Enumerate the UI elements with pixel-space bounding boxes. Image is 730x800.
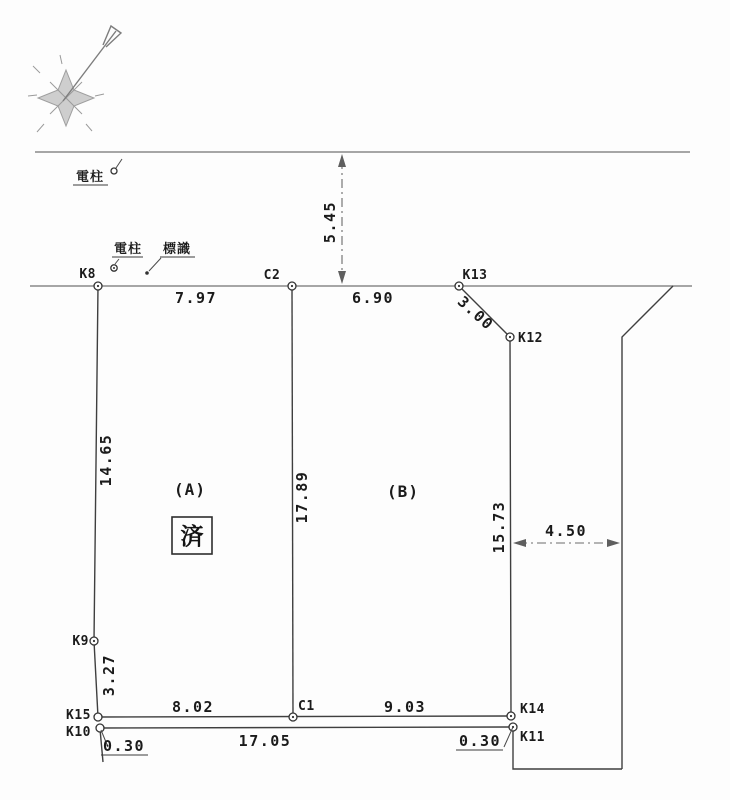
done-stamp: [172, 517, 212, 554]
point-label-k13: K13: [462, 268, 488, 283]
dimension-front-west: 7.97: [174, 289, 218, 307]
point-label-k14: K14: [520, 702, 545, 717]
dimension-road-width: [321, 154, 346, 284]
east-road-boundary-line: [622, 286, 673, 769]
dimension-label: 5.45: [321, 200, 339, 244]
north-arrow: [28, 26, 121, 132]
dimension-offset-west: [101, 730, 148, 755]
dimension-east: 15.73: [490, 500, 508, 554]
dimension-corner-k13-k12: 3.00: [453, 292, 498, 335]
compass-ray: [86, 124, 92, 131]
dimension-offset-east: [456, 727, 513, 750]
utility-pole-near-k8: [111, 241, 143, 271]
utility-pole-top: [73, 159, 122, 185]
dimension-south-total: 17.05: [238, 732, 292, 750]
point-marker-k15: [94, 713, 102, 721]
utility-pole-label: 電柱: [75, 170, 105, 185]
point-label-k15: K15: [66, 708, 91, 723]
arrow-right-icon: [607, 539, 620, 547]
stamp-text: 済: [180, 524, 204, 550]
dimension-front-east: 6.90: [351, 289, 395, 307]
south-boundary-upper-line: [98, 716, 511, 717]
compass-ray: [60, 55, 62, 64]
point-label-k10: K10: [66, 725, 91, 740]
compass-ray: [28, 95, 37, 96]
point-label-k11: K11: [520, 730, 545, 745]
sign-marker-icon: [145, 271, 149, 275]
compass-ray: [37, 124, 44, 132]
point-label-k8: K8: [79, 267, 96, 282]
sign-label: 標識: [162, 242, 192, 257]
point-label-k12: K12: [518, 331, 543, 346]
north-needle-line: [63, 31, 116, 101]
parcel-b-label: (B): [387, 482, 419, 501]
dimension-center: 17.89: [293, 470, 311, 524]
dimension-label: 0.30: [458, 732, 502, 750]
dimension-south-west: 8.02: [171, 698, 215, 716]
compass-ray: [95, 94, 104, 96]
compass-ray: [33, 66, 40, 73]
point-label-c2: C2: [263, 268, 281, 283]
parcel-a-label: (A): [174, 480, 206, 499]
arrow-up-icon: [338, 154, 346, 167]
point-label-k9: K9: [72, 634, 89, 649]
utility-pole-label: 電柱: [113, 242, 143, 257]
arrow-left-icon: [513, 539, 526, 547]
dimension-west-upper: 14.65: [97, 433, 115, 487]
arrow-down-icon: [338, 271, 346, 284]
west-boundary-line: [94, 286, 98, 717]
dimension-south-east: 9.03: [383, 698, 427, 716]
dimension-label: 4.50: [544, 522, 588, 540]
dimension-label: 0.30: [102, 737, 146, 755]
dimension-west-lower: 3.27: [100, 653, 118, 697]
sign-annotation: [145, 241, 195, 275]
dimension-side-road-width: [513, 522, 620, 547]
south-boundary-lower-line: [100, 727, 513, 728]
point-label-c1: C1: [298, 699, 315, 714]
utility-pole-icon: [111, 168, 117, 174]
point-marker-k10: [96, 724, 104, 732]
